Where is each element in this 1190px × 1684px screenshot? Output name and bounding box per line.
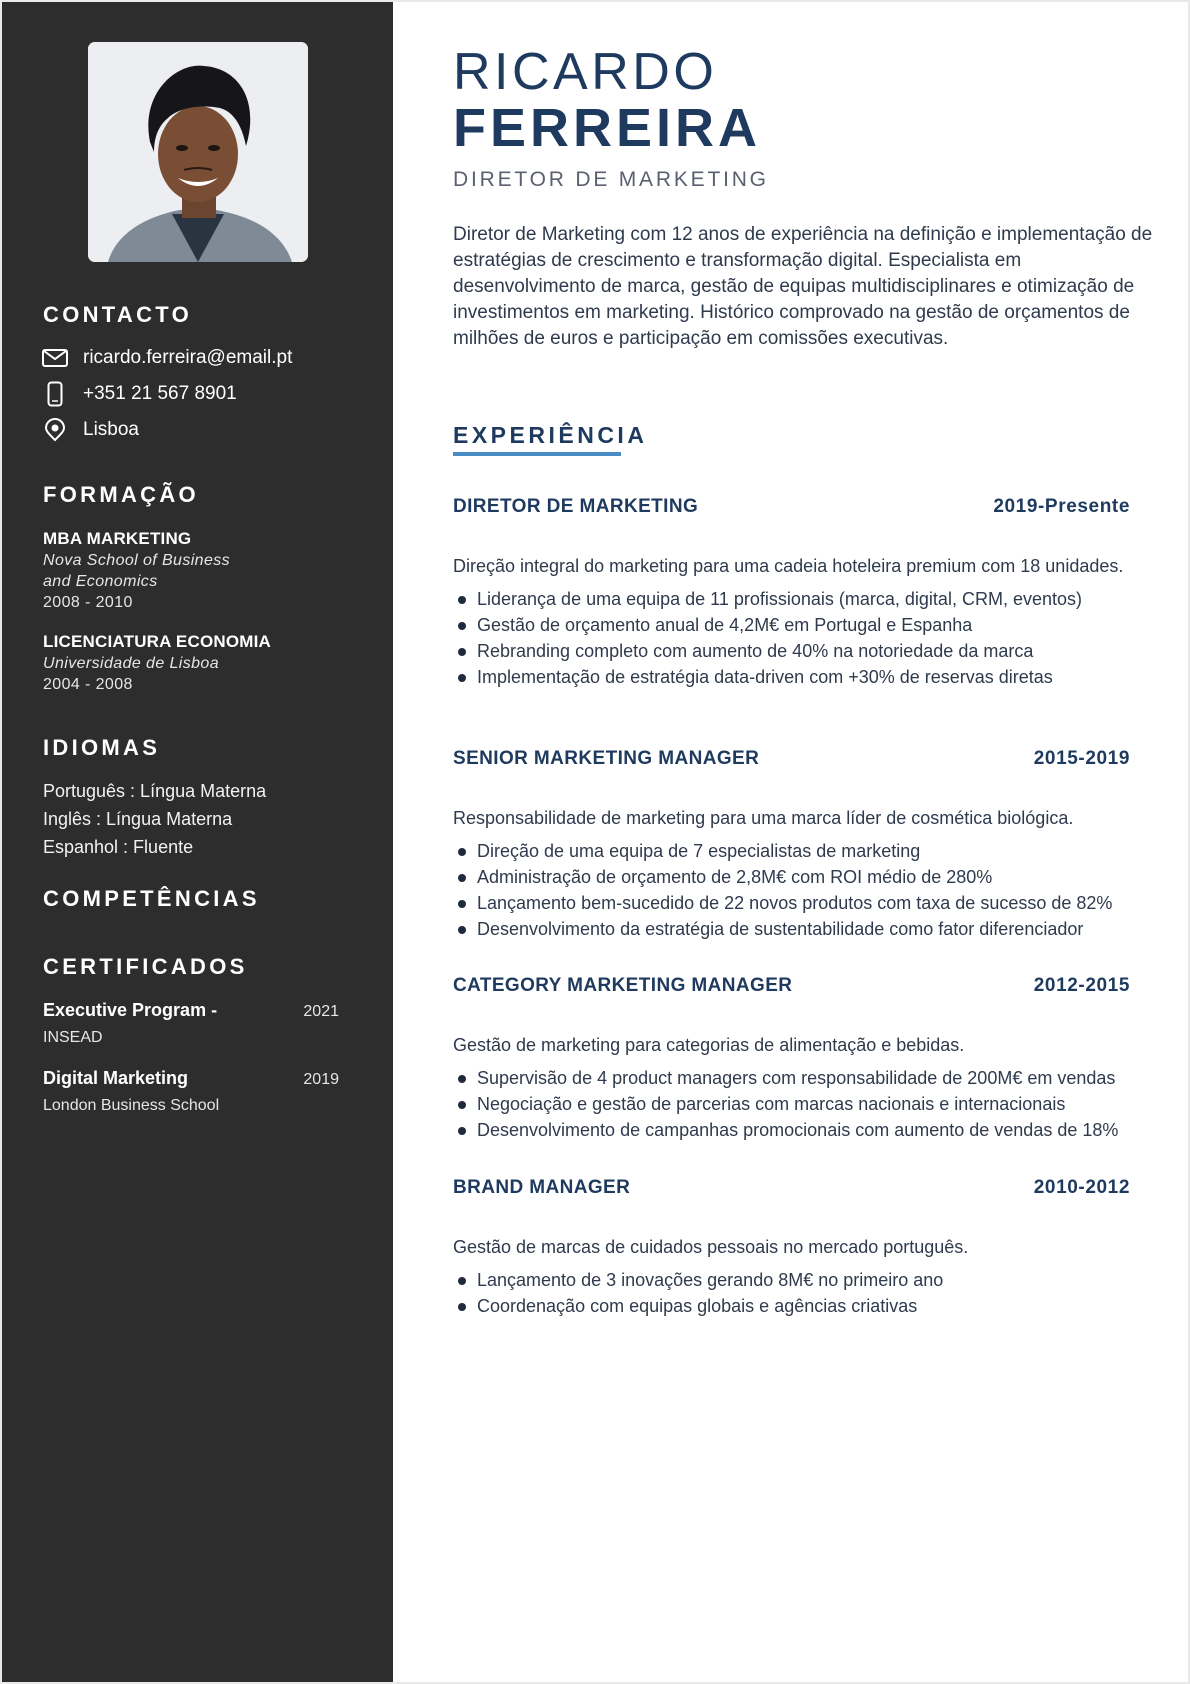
section-underline bbox=[453, 452, 621, 456]
job-entry bbox=[453, 496, 1190, 690]
contact-location bbox=[41, 418, 139, 442]
email-text[interactable]: ricardo.ferreira@email.pt bbox=[83, 347, 293, 368]
school-cont: and Economics bbox=[43, 573, 158, 590]
job-entry bbox=[453, 975, 1190, 1143]
last-name: FERREIRA bbox=[453, 98, 762, 158]
degree: MBA MARKETING bbox=[43, 529, 192, 548]
certificate-item bbox=[43, 1000, 339, 1047]
profile-summary: Diretor de Marketing com 12 anos de experiência na definição e implementação de estratégias de crescimento e transformação digital. Especialista em desenvolvimento de marca, gestão de equipas multidisciplinares e otimização de investimentos em marketing. Histórico comprovado na gestão de orçamentos de milhões de euros e participação em comissões executivas. bbox=[453, 224, 1153, 349]
bullet-item: Lançamento de 3 inovações gerando 8M€ no primeiro ano bbox=[453, 1267, 1190, 1293]
job-title: DIRETOR DE MARKETING bbox=[453, 168, 769, 191]
school: Universidade de Lisboa bbox=[43, 655, 220, 672]
job-description: Direção integral do marketing para uma cadeia hoteleira premium com 18 unidades. bbox=[453, 556, 1124, 576]
certificates-heading: CERTIFICADOS bbox=[43, 954, 248, 979]
job-description: Gestão de marcas de cuidados pessoais no mercado português. bbox=[453, 1237, 969, 1257]
resume-page bbox=[2, 2, 1188, 1682]
education-item bbox=[43, 631, 363, 696]
certificate-item bbox=[43, 1068, 339, 1115]
location-icon bbox=[41, 418, 69, 442]
job-bullets bbox=[453, 838, 1190, 942]
school: Nova School of Business bbox=[43, 552, 231, 569]
first-name: RICARDO bbox=[453, 43, 718, 101]
bullet-item: Lançamento bem-sucedido de 22 novos produtos com taxa de sucesso de 82% bbox=[453, 890, 1190, 916]
job-entry bbox=[453, 748, 1190, 942]
language-list bbox=[43, 777, 266, 861]
job-role: CATEGORY MARKETING MANAGER bbox=[453, 975, 793, 996]
languages-heading: IDIOMAS bbox=[43, 735, 161, 760]
certificate-name: Executive Program - bbox=[43, 1000, 218, 1020]
portrait-illustration bbox=[88, 42, 308, 262]
phone-icon bbox=[41, 382, 69, 406]
sidebar bbox=[2, 2, 393, 1682]
location-text: Lisboa bbox=[83, 419, 139, 440]
education-heading: FORMAÇÃO bbox=[43, 482, 199, 507]
education-years: 2004 - 2008 bbox=[43, 676, 133, 693]
job-bullets bbox=[453, 1065, 1190, 1143]
language-item: Português : Língua Materna bbox=[43, 781, 267, 801]
certificate-year: 2021 bbox=[303, 1003, 339, 1020]
certificate-name: Digital Marketing bbox=[43, 1068, 189, 1088]
mail-icon bbox=[41, 346, 69, 370]
certificate-org: INSEAD bbox=[43, 1029, 103, 1046]
job-role: DIRETOR DE MARKETING bbox=[453, 496, 699, 517]
job-dates: 2010-2012 bbox=[1033, 1177, 1130, 1198]
contact-email[interactable] bbox=[41, 346, 292, 370]
bullet-item: Desenvolvimento da estratégia de sustentabilidade como fator diferenciador bbox=[453, 916, 1190, 942]
bullet-item: Direção de uma equipa de 7 especialistas de marketing bbox=[453, 838, 1190, 864]
bullet-item: Supervisão de 4 product managers com responsabilidade de 200M€ em vendas bbox=[453, 1065, 1190, 1091]
bullet-item: Rebranding completo com aumento de 40% na notoriedade da marca bbox=[453, 638, 1190, 664]
job-bullets bbox=[453, 1267, 1190, 1319]
skills-heading: COMPETÊNCIAS bbox=[43, 886, 260, 911]
job-dates: 2012-2015 bbox=[1033, 975, 1130, 996]
contact-phone[interactable] bbox=[41, 382, 237, 406]
job-entry bbox=[453, 1177, 1190, 1319]
job-role: SENIOR MARKETING MANAGER bbox=[453, 748, 760, 769]
bullet-item: Desenvolvimento de campanhas promocionais com aumento de vendas de 18% bbox=[453, 1117, 1190, 1143]
job-dates: 2019-Presente bbox=[993, 496, 1130, 517]
contact-heading: CONTACTO bbox=[43, 302, 193, 327]
job-dates: 2015-2019 bbox=[1033, 748, 1130, 769]
education-item bbox=[43, 528, 363, 614]
job-role: BRAND MANAGER bbox=[453, 1177, 631, 1198]
main-content bbox=[393, 2, 1188, 1682]
phone-text[interactable]: +351 21 567 8901 bbox=[83, 383, 237, 404]
profile-photo bbox=[88, 42, 308, 262]
bullet-item: Negociação e gestão de parcerias com marcas nacionais e internacionais bbox=[453, 1091, 1190, 1117]
job-description: Responsabilidade de marketing para uma marca líder de cosmética biológica. bbox=[453, 808, 1074, 828]
language-item: Espanhol : Fluente bbox=[43, 837, 194, 857]
job-description: Gestão de marketing para categorias de alimentação e bebidas. bbox=[453, 1035, 965, 1055]
degree: LICENCIATURA ECONOMIA bbox=[43, 632, 272, 651]
certificate-org: London Business School bbox=[43, 1097, 220, 1114]
education-years: 2008 - 2010 bbox=[43, 594, 133, 611]
bullet-item: Administração de orçamento de 2,8M€ com ROI médio de 280% bbox=[453, 864, 1190, 890]
language-item: Inglês : Língua Materna bbox=[43, 809, 233, 829]
bullet-item: Implementação de estratégia data-driven com +30% de reservas diretas bbox=[453, 664, 1190, 690]
job-bullets bbox=[453, 586, 1190, 690]
bullet-item: Gestão de orçamento anual de 4,2M€ em Portugal e Espanha bbox=[453, 612, 1190, 638]
certificate-year: 2019 bbox=[303, 1071, 339, 1088]
bullet-item: Coordenação com equipas globais e agências criativas bbox=[453, 1293, 1190, 1319]
bullet-item: Liderança de uma equipa de 11 profissionais (marca, digital, CRM, eventos) bbox=[453, 586, 1190, 612]
experience-heading: EXPERIÊNCIA bbox=[453, 422, 648, 448]
